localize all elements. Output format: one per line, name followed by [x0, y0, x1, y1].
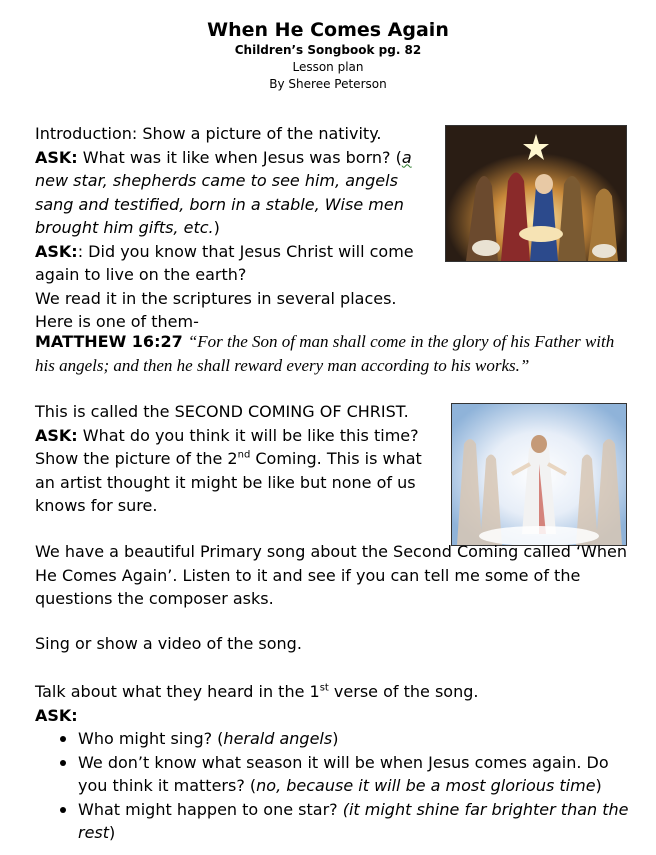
ask-answer-1: new star, shepherds came to see him, angels sang and testified, born in a stable, Wise men brought him gifts, etc. [35, 171, 404, 237]
ask-3 [35, 424, 440, 448]
ask-1 [35, 146, 435, 240]
list-item-question: What might happen to one star? [78, 799, 343, 819]
intro-line: Introduction: Show a picture of the nativity. [35, 124, 382, 143]
ask-label-2: ASK: [35, 241, 78, 261]
sing-line: Sing or show a video of the song. [35, 634, 302, 653]
talk-sup: st [319, 682, 329, 694]
ask-question-1: What was it like when Jesus was born? ( [77, 147, 402, 167]
here-line: Here is one of them- [35, 312, 199, 331]
list-item [60, 727, 640, 751]
ask-2 [35, 240, 435, 287]
show-sup: nd [237, 449, 251, 461]
second-coming-paragraph [35, 400, 440, 518]
author-line: By Sheree Peterson [269, 77, 387, 91]
show-picture-line [35, 447, 440, 518]
question-list [60, 727, 640, 845]
list-item [60, 751, 640, 798]
verse-text: “For the Son of man shall come in the glory of his Father with his angels; and then he shall reward every man according to his works.” [35, 332, 615, 375]
talk-pre: Talk about what they heard in the 1 [35, 682, 320, 701]
header [0, 18, 656, 93]
list-item-answer: (it might shine far brighter than the rest [78, 799, 629, 842]
ask-label-4: ASK: [35, 705, 78, 725]
list-item-answer: no, because it will be a most glorious time [256, 776, 596, 795]
second-coming-line: This is called the SECOND COMING OF CHRIST. [35, 402, 409, 421]
ask-label-3: ASK: [35, 425, 78, 445]
intro-paragraph [35, 122, 435, 334]
list-item-close: ) [332, 729, 339, 748]
list-item-question: Who might sing? ( [78, 729, 224, 748]
verse-reference: MATTHEW 16:27 [35, 332, 183, 351]
talk-post: verse of the song. [328, 682, 479, 701]
list-item-answer: herald angels [223, 729, 333, 748]
document-type: Lesson plan [292, 60, 364, 74]
second-coming-image [451, 403, 627, 546]
ask-answer-1-close: ) [213, 218, 220, 237]
ask-question-2: : Did you know that Jesus Christ will come again to live on the earth? [35, 241, 414, 284]
show-post: Coming. This is what an artist thought it might be like but none of us knows for sure. [35, 449, 422, 515]
list-item [60, 798, 640, 845]
list-item-close: ) [109, 823, 116, 842]
scripture-block [35, 330, 635, 377]
song-intro-paragraph: We have a beautiful Primary song about the Second Coming called ‘When He Comes Again’. Listen to it and see if you can tell me some of the questions the composer asks. [35, 542, 627, 608]
talk-paragraph [35, 680, 635, 727]
read-line: We read it in the scriptures in several places. [35, 288, 397, 308]
songbook-reference: Children’s Songbook pg. 82 [234, 43, 422, 57]
list-item-close: ) [595, 776, 602, 795]
ask-label: ASK: [35, 147, 78, 167]
page-title: When He Comes Again [207, 19, 449, 41]
show-pre: Show the picture of the 2 [35, 449, 238, 468]
ask-question-3: What do you think it will be like this time? [77, 425, 419, 445]
ask-answer-1-first: a [401, 147, 412, 167]
talk-line [35, 680, 635, 704]
nativity-image [445, 125, 627, 262]
list-item-question: We don’t know what season it will be when Jesus comes again. Do you think it matters? ( [78, 752, 609, 795]
